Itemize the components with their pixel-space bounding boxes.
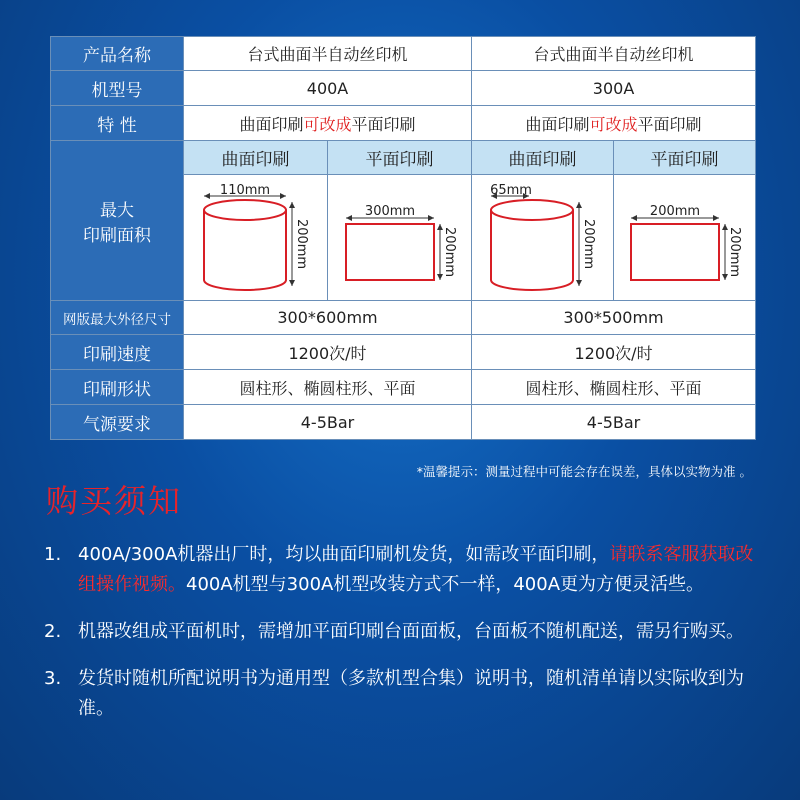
label-shape: 印刷形状 [51, 370, 184, 405]
row-product-name [51, 37, 756, 71]
arrow-left [631, 215, 637, 221]
notice-text: 发货时随机所配说明书为通用型（多款机型合集）说明书，随机清单请以实际收到为准。 [78, 668, 744, 719]
head-curved-400a: 曲面印刷 [184, 141, 328, 175]
speed-400a: 1200次/时 [184, 335, 472, 370]
cylinder-body [491, 210, 573, 290]
arrow-down [576, 280, 582, 286]
head-curved-300a: 曲面印刷 [472, 141, 614, 175]
height-label: 200mm [441, 226, 457, 277]
notice-list [44, 540, 764, 741]
label-max-area-line2: 印刷面积 [83, 225, 151, 246]
cylinder-diagram-400a [186, 182, 326, 294]
notice-item-1 [44, 540, 764, 600]
height-label: 200mm [726, 226, 742, 277]
model-400a: 400A [184, 71, 472, 106]
arrow-left [204, 193, 210, 199]
label-feature: 特 性 [51, 106, 184, 141]
label-air: 气源要求 [51, 405, 184, 440]
feature-mid: 可改成 [303, 114, 352, 134]
arrow-down [289, 280, 295, 286]
notice-post: 400A机型与300A机型改装方式不一样，400A更为方便灵活些。 [186, 574, 705, 595]
feature-post: 平面印刷 [637, 114, 702, 134]
air-400a: 4-5Bar [184, 405, 472, 440]
cylinder-body [204, 210, 286, 290]
label-speed: 印刷速度 [51, 335, 184, 370]
diagram-cell-flat-400a [328, 175, 472, 301]
product-name-300a: 台式曲面半自动丝印机 [472, 37, 756, 71]
cylinder-top [204, 200, 286, 220]
width-label: 110mm [219, 182, 270, 198]
notice-number: 3. [44, 668, 62, 689]
measurement-note: *温馨提示：测量过程中可能会存在误差，具体以实物为准 。 [416, 464, 752, 479]
notice-item-2 [44, 617, 764, 647]
height-label: 200mm [580, 218, 596, 269]
arrow-left [346, 215, 352, 221]
feature-pre: 曲面印刷 [239, 114, 304, 134]
screen-size-400a: 300*600mm [184, 301, 472, 335]
row-feature [51, 106, 756, 141]
product-name-400a: 台式曲面半自动丝印机 [184, 37, 472, 71]
notice-item-3 [44, 664, 764, 724]
flat-rect [346, 224, 434, 280]
row-shape [51, 370, 756, 405]
feature-300a [472, 106, 756, 141]
cylinder-diagram-300a [473, 182, 613, 294]
row-max-area-head [51, 141, 756, 175]
air-300a: 4-5Bar [472, 405, 756, 440]
row-screen-size [51, 301, 756, 335]
notice-pre: 400A/300A机器出厂时，均以曲面印刷机发货，如需改平面印刷， [78, 544, 610, 565]
notice-highlight: 请联系客服获取改组操作视频。 [78, 544, 754, 595]
feature-mid: 可改成 [589, 114, 638, 134]
diagram-cell-flat-300a [614, 175, 756, 301]
model-300a: 300A [472, 71, 756, 106]
row-speed [51, 335, 756, 370]
arrow-up [289, 202, 295, 208]
label-screen-size: 网版最大外径尺寸 [51, 301, 184, 335]
label-max-area-line1: 最大 [100, 200, 134, 221]
width-label: 200mm [649, 203, 700, 219]
notice-number: 2. [44, 621, 62, 642]
head-flat-400a: 平面印刷 [328, 141, 472, 175]
label-max-area [51, 141, 184, 301]
height-label: 200mm [293, 218, 309, 269]
notice-text [78, 540, 764, 600]
shape-400a: 圆柱形、椭圆柱形、平面 [184, 370, 472, 405]
arrow-right [713, 215, 719, 221]
width-label: 65mm [489, 182, 532, 198]
row-model [51, 71, 756, 106]
label-model: 机型号 [51, 71, 184, 106]
flat-diagram-300a [615, 182, 755, 294]
notice-number: 1. [44, 544, 62, 565]
flat-diagram-400a [330, 182, 470, 294]
diagram-cell-curved-300a [472, 175, 614, 301]
feature-post: 平面印刷 [351, 114, 416, 134]
notice-text: 机器改组成平面机时，需增加平面印刷台面面板，台面板不随机配送，需另行购买。 [78, 621, 744, 642]
feature-400a [184, 106, 472, 141]
feature-pre: 曲面印刷 [525, 114, 590, 134]
flat-rect [631, 224, 719, 280]
label-product-name: 产品名称 [51, 37, 184, 71]
row-air [51, 405, 756, 440]
cylinder-top [491, 200, 573, 220]
width-label: 300mm [364, 203, 415, 219]
arrow-right [280, 193, 286, 199]
spec-table [50, 36, 756, 440]
speed-300a: 1200次/时 [472, 335, 756, 370]
arrow-right [428, 215, 434, 221]
diagram-cell-curved-400a [184, 175, 328, 301]
head-flat-300a: 平面印刷 [614, 141, 756, 175]
arrow-up [576, 202, 582, 208]
shape-300a: 圆柱形、椭圆柱形、平面 [472, 370, 756, 405]
section-title: 购买须知 [46, 482, 183, 520]
screen-size-300a: 300*500mm [472, 301, 756, 335]
